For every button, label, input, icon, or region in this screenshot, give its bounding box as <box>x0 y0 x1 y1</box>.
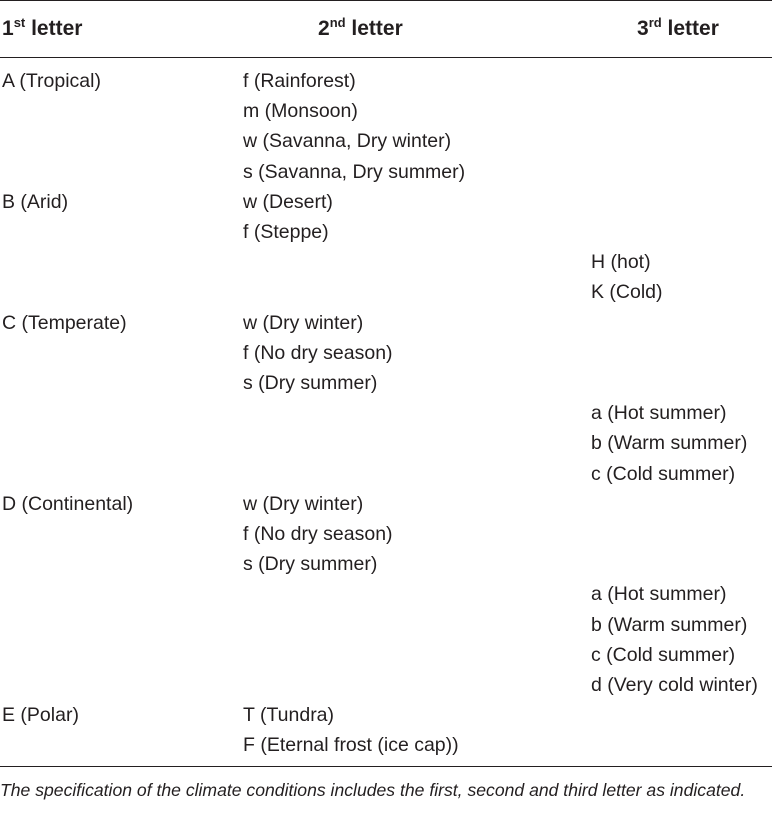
bottom-rule <box>0 766 772 767</box>
table-cell-col1: A (Tropical) <box>2 70 101 92</box>
table-cell-col3: H (hot) <box>591 251 651 274</box>
table-cell-col2: m (Monsoon) <box>243 100 358 123</box>
table-cell-col3: b (Warm summer) <box>591 613 748 636</box>
table-cell-col2: s (Dry summer) <box>243 372 378 394</box>
header-2nd-letter: 2nd letter <box>318 15 403 40</box>
table-cell-col2: w (Savanna, Dry winter) <box>243 130 452 153</box>
table-cell-col1: B (Arid) <box>2 190 69 213</box>
table-cell-col3: b (Warm summer) <box>591 432 748 455</box>
table-cell-col1: D (Continental) <box>2 492 134 515</box>
table-cell-col2: f (No dry season) <box>243 341 393 364</box>
table-cell-col2: f (No dry season) <box>243 523 393 545</box>
table-cell-col2: w (Dry winter) <box>243 311 364 334</box>
table-cell-col2: f (Rainforest) <box>243 70 356 92</box>
header-1st-letter: 1st letter <box>2 15 83 40</box>
table-cell-col2: s (Dry summer) <box>243 553 378 576</box>
table-cell-col3: c (Cold summer) <box>591 462 736 485</box>
table-cell-col2: w (Dry winter) <box>243 492 364 515</box>
table-cell-col2: w (Desert) <box>243 190 333 213</box>
top-rule <box>0 0 772 1</box>
table-caption: The specification of the climate conditions includes the first, second and third letter as indicated. <box>0 780 746 800</box>
table-cell-col3: K (Cold) <box>591 281 663 304</box>
table-cell-col3: d (Very cold winter) <box>591 674 758 696</box>
table-cell-col1: C (Temperate) <box>2 311 127 334</box>
table-cell-col3: a (Hot summer) <box>591 583 727 606</box>
table-cell-col3: c (Cold summer) <box>591 643 736 666</box>
table-cell-col2: F (Eternal frost (ice cap)) <box>243 734 459 757</box>
table-cell-col2: T (Tundra) <box>243 704 335 727</box>
table-cell-col1: E (Polar) <box>2 704 79 727</box>
table-cell-col3: a (Hot summer) <box>591 402 727 425</box>
header-rule <box>0 57 772 58</box>
header-3rd-letter: 3rd letter <box>637 15 719 40</box>
table-cell-col2: s (Savanna, Dry summer) <box>243 160 466 183</box>
table-cell-col2: f (Steppe) <box>243 221 329 243</box>
